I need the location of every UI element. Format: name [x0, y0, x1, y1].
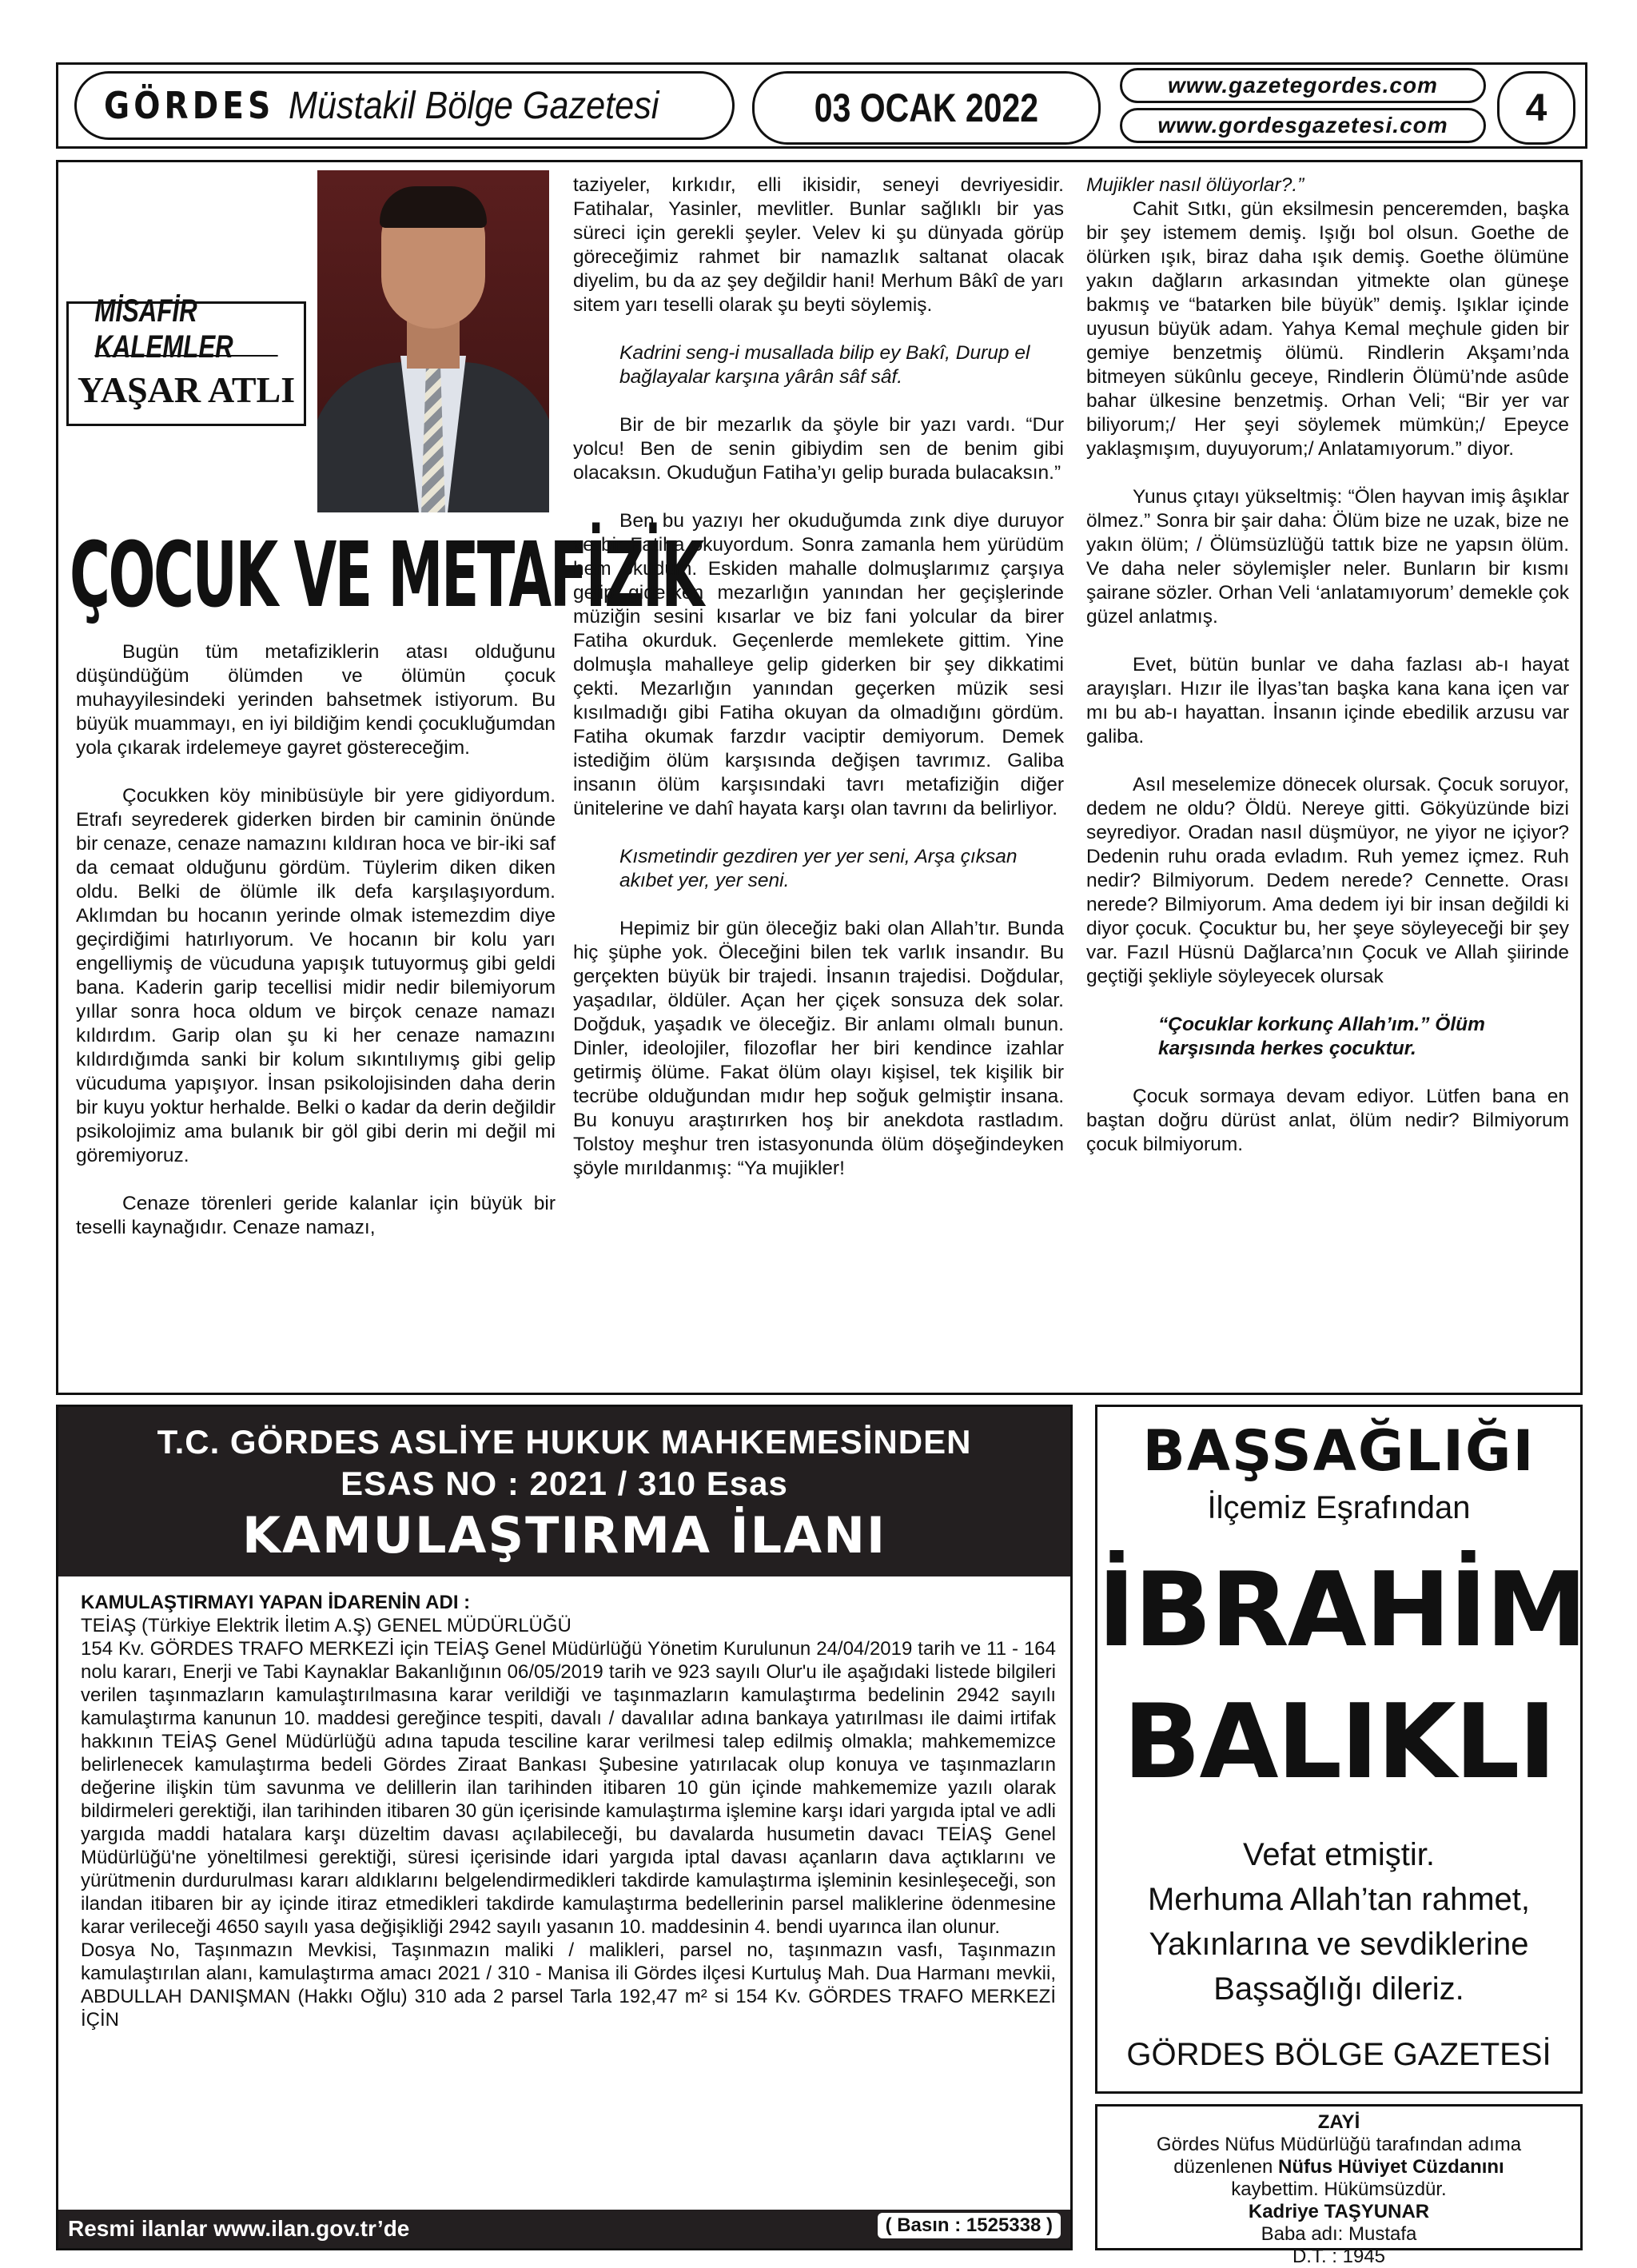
paragraph: Yunus çıtayı yükseltmiş: “Ölen hayvan imiş âşıklar ölmez.” Sonra bir şair daha: Ölüm bize ne uzak, bize ne yakın ölüm; / Ölümsüzlüğü tattık bize ne yapsın ölüm. Ve daha neler söylemişler neler. Bunların bir kısmı şairane sözler. Orhan Veli ‘anlatamıyorum’ demekle çok güzel anlatmış. — [1086, 486, 1569, 628]
admin-label: KAMULAŞTIRMAYI YAPAN İDARENİN ADI : — [81, 1592, 471, 1613]
message-line: Yakınlarına ve sevdiklerine — [1149, 1927, 1529, 1962]
paragraph: Çocuk sormaya devam ediyor. Lütfen bana en baştan doğru dürüst anlat, ölüm nedir? Bilmiyorum çocuk bilmiyorum. — [1086, 1086, 1569, 1155]
official-ads-link[interactable]: Resmi ilanlar www.ilan.gov.tr’de — [68, 2216, 410, 2241]
paragraph: Ben bu yazıyı her okuduğumda zınk diye duruyor ve bir Fatiha okuyordum. Sonra zamanla hem yürüdüm hem okudum. Eskiden mahalle dolmuşlarımız çarşıya gelip giderken mezarlığın yanından her geçişlerinde müziğin sesini kısarlar ve biz fani yolcular da birer Fatiha okurduk. Geçenlerde memlekete gittim. Yine dolmuşla mahalleye gelip giderken bir şey dikkatimi çekti. Mezarlığın yanından geçerken müzik sesi kısılmadığı gibi Fatiha okuyan da olmadığını gördüm. Fatiha okumak farzdır vaciptir demiyorum. Demek istediğim ölüm karşısında değişen tavrımız. Galiba insanın ölüm karşısındaki tavrı metafiziğin diğer ünitelerine ve dahî hayata karşı olan tavrını da belirliyor. — [573, 510, 1064, 819]
condolence-title: BAŞSAĞLIĞI — [1142, 1418, 1535, 1484]
paragraph: Hepimiz bir gün öleceğiz baki olan Allah’tır. Bunda hiç şüphe yok. Öleceğini bilen tek varlık insandır. Bu gerçekten büyük bir trajedi. İnsanın trajedisi. Doğdular, yaşadılar, öldüler. Açan her çiçek sonsuza dek solar. Doğduk, yaşadık ve öleceğiz. Bir anlamı olmalı bunun. Dinler, ideolojiler, filozoflar her biri kendince izahlar getirmiş ölüme. Fakat ölüm olayı kişisel, tek kişilik bir tecrübe olduğundan mıdır hep soğuk gelmiştir insana. Bu konuyu araştırırken hoş bir anekdota rastladım. Tolstoy meşhur tren istasyonunda ölüm döşeğindeyken şöyle mırıldanmış: “Ya mujikler! — [573, 918, 1064, 1179]
condolence-message — [1097, 1832, 1580, 2011]
lost-notice-line: Gördes Nüfus Müdürlüğü tarafından adıma — [1156, 2134, 1522, 2155]
paragraph: Bir de bir mezarlık da şöyle bir yazı vardı. “Dur yolcu! Ben de senin gibiydim sen de benim gibi olacaksın. Okuduğun Fatiha’yı gelip burada bulacaksın.” — [573, 414, 1064, 484]
condolence-notice — [1095, 1405, 1586, 2094]
article-column-1 — [76, 640, 556, 1264]
poem-quote: Kadrini seng-i musallada bilip ey Bakî, Durup el bağlayalar karşına yârân sâf sâf. — [619, 342, 1030, 388]
column-label-box — [66, 293, 306, 426]
court-notice-header — [58, 1407, 1070, 1576]
lost-document-notice — [1095, 2104, 1583, 2267]
condolence-subtitle: İlçemiz Eşrafından — [1207, 1490, 1471, 1525]
poem-quote: Kısmetindir gezdiren yer yer seni, Arşa çıksan akıbet yer, yer seni. — [619, 846, 1018, 891]
notice-title: KAMULAŞTIRMA İLANI — [241, 1506, 887, 1564]
paragraph: Cahit Sıtkı, gün eksilmesin penceremden, başka bir şey istemem demiş. Işığı bol olsun. Goethe de ölürken ışık, biraz daha ışık demiş. Goethe ölümüne yakın dağların arkasından yitmekte olan güneşe bakmış ve “batarken bile büyük” demiş. Işıklar içinde uyusun büyük adam. Yahya Kemal meçhule giden bir gemiye benzetmiş ölümü. Rindlerin Akşamı’nda bitmeyen sükûnlu geceye, Rindlerin Ölümü’nde asûde bahar ülkesine benzetmiş. Orhan Veli; “Bir yer var biliyorum;/ Her şeyi söylemek mümkün;/ Epeyce yaklaşmışım, duyuyorum;/ Anlatamıyorum.” diyor. — [1086, 198, 1569, 460]
article-column-3 — [1086, 173, 1569, 1181]
paragraph: Mujikler nasıl ölüyorlar?.” — [1086, 174, 1304, 196]
page-number: 4 — [1497, 71, 1575, 145]
article-title: ÇOCUK VE METAFİZİK — [70, 524, 703, 628]
paragraph: Cenaze törenleri geride kalanlar için büyük bir teselli kaynağıdır. Cenaze namazı, — [76, 1193, 556, 1238]
lost-notice-birth: D.T. : 1945 — [1292, 2246, 1386, 2267]
website-link-2[interactable]: www.gordesgazetesi.com — [1120, 108, 1486, 143]
court-notice-body — [81, 1591, 1056, 2031]
website-link-1[interactable]: www.gazetegordes.com — [1120, 68, 1486, 103]
case-number: ESAS NO : 2021 / 310 Esas — [341, 1465, 788, 1502]
brand-subtitle: Müstakil Bölge Gazetesi — [289, 84, 659, 127]
poem-quote: “Çocuklar korkunç Allah’ım.” Ölüm karşısında herkes çocuktur. — [1158, 1014, 1485, 1059]
paragraph: Asıl meselemize dönecek olursak. Çocuk soruyor, dedem ne oldu? Öldü. Nereye gitti. Gökyüzünde bizi seyrediyor. Oradan nasıl düşmüyor, ne yiyor ne içiyor? Dedenin ruhu orada evladım. Ruh yemez içmez. Ruh nedir? Bilmiyorum. Dedem nerede? Cennette. Orası nerede? Bilmiyorum. Ama dedem iyi bir insan değildi ki diyor çocuk. Çocuktur bu, her şeye söyleyeceği bir şey var. Fazıl Hüsnü Dağlarca’nın Çocuk ve Allah şiirinde geçtiği şekliyle söyleyecek olursak — [1086, 774, 1569, 987]
condolence-signature: GÖRDES BÖLGE GAZETESİ — [1126, 2037, 1551, 2072]
notice-text: 154 Kv. GÖRDES TRAFO MERKEZİ için TEİAŞ Genel Müdürlüğü Yönetim Kurulunun 24/04/2019 tarih ve 11 - 164 nolu kararı, Enerji ve Tabi Kaynaklar Bakanlığının 06/05/2019 tarih ve 923 sayılı Olur'u ile aşağıdaki listede bilgileri verilen taşınmazların kamulaştırılmasına karar verildiği ve taşınmazların kamulaştırma bedelinin 2942 sayılı kamulaştırma kanunun 10. maddesi gereğince tespiti, davalı / davalılar adına bankaya yatırılması ile daimi irtifak hakkının TEİAŞ Genel Müdürlüğü adına tapuda tesciline karar verilmesi talep edilmiş olmakla; mahkememizce belirlenecek kamulaştırma bedeli Gördes Ziraat Bankası Şubesine yatırılacak olup konuya ve taşınmazların değerine ilişkin tüm savunma ve delillerin ilan tarihinden itibaren 10 gün içinde mahkememize yazılı olarak bildirmeleri gerektiği, ilan tarihinden itibaren 30 gün içerisinde kamulaştırma işlemine karşı idari yargıda iptal ve adli yargıda maddi hatalara karşı düzeltim davası açılabileceği, bu davalarda husumetin davacı TEİAŞ Genel Müdürlüğü'ne yöneltilmesi gerektiği, süresi içerisinde idari yargıda iptal davası açanların dava açtıklarını ve yürütmenin durdurulması kararı aldıklarını belgelendirmedikleri takdirde kamulaştırma işleminin kesinleşeceği, son ilandan itibaren bir ay içinde itiraz etmedikleri takdirde kamulaştırma bedellerinin parsel maliklerine ödenmesine karar verileceği 4650 sayılı yasa değişikliği 2942 sayılı yasanın 10. maddesinin 4. bendi uyarınca ilan olunur. — [81, 1638, 1056, 1938]
lost-notice-title: ZAYİ — [1317, 2111, 1360, 2133]
deceased-last-name: BALIKLI — [1122, 1683, 1555, 1802]
message-line: Vefat etmiştir. — [1242, 1837, 1436, 1872]
court-notice-footer — [58, 2210, 1070, 2248]
author-name: YAŞAR ATLI — [77, 369, 296, 410]
lost-notice-line: düzenlenen Nüfus Hüviyet Cüzdanını — [1173, 2156, 1504, 2178]
article-column-2 — [573, 173, 1064, 1205]
brand-name: GÖRDES — [104, 84, 275, 127]
paragraph: Bugün tüm metafiziklerin atası olduğunu düşündüğüm ölümden ve ölümün çocuk muhayyilesindeki yerinden bahsetmek istiyorum. Bu büyük muammayı, en iyi bildiğim kendi çocukluğumdan yola çıkarak irdelemeye gayret göstereceğim. — [76, 641, 556, 759]
paragraph: taziyeler, kırkıdır, elli ikisidir, seneyi devriyesidir. Fatihalar, Yasinler, mevlitler. Bunlar sağlıklı bir yas süreci için gerekli şeyler. Velev ki şu dünyada görüp göreceğimiz rahmet bir namazlık saltanat olacak diyelim, bu da az şey değildir hani! Merhum Bâkî de yarı sitem yarı teselli olarak şu beyti söylemiş. — [573, 174, 1064, 316]
masthead — [74, 71, 735, 140]
paragraph: Çocukken köy minibüsüyle bir yere gidiyordum. Etrafı seyrederek giderken birden bir caminin önünde bir cenaze, cenaze namazını kıldıran hoca ve bir-iki saf da cemaat olduğunu gördüm. Tüylerim diken diken oldu. Belki de ölümle ilk defa karşılaşıyordum. Aklımdan bu hocanın yerinde olmak istemezdim diye geçirdiğimi hatırlıyorum. Ve hocanın bir kolu yarı engelliymiş de vücuduna yapışık tutuyormuş gibi geldi bana. Kaderin garip tecellisi midir nedir bilemiyorum yıllar sonra hoca oldum ve birçok cenaze namazı kıldırdım. Garip olan şu ki her cenaze namazını kıldırdığımda sanki bir kolum sıkıntılıymış gibi gelip vücuduma yapışıyor. İnsan psikolojisinden daha derin bir kuyu yoktur herhalde. Belki o kadar da derin değildir psikolojimiz ama bulanık bir göl gibi derin mi değil mi göremiyoruz. — [76, 785, 556, 1166]
press-number: ( Basın : 1525338 ) — [878, 2213, 1061, 2238]
lost-notice-owner: Kadriye TAŞYUNAR — [1248, 2201, 1430, 2222]
admin-name: TEİAŞ (Türkiye Elektrik İletim A.Ş) GENEL MÜDÜRLÜĞÜ — [81, 1615, 572, 1636]
lost-notice-line: kaybettim. Hükümsüzdür. — [1231, 2178, 1447, 2200]
column-label: MİSAFİR KALEMLER — [94, 304, 277, 357]
deceased-first-name: İBRAHİM — [1097, 1551, 1586, 1670]
issue-date — [752, 71, 1101, 145]
parcel-details: Dosya No, Taşınmazın Mevkisi, Taşınmazın maliki / malikleri, parsel no, taşınmazın vasfı, Taşınmazın kamulaştırılan alanı, kamulaştırma amacı 2021 / 310 - Manisa ili Gördes ilçesi Kurtuluş Mah. Dua Harmanı mevkii, ABDULLAH DANIŞMAN (Hakkı Oğlu) 310 ada 2 parsel Tarla 192,47 m² si 154 Kv. GÖRDES TRAFO MERKEZİ İÇİN — [81, 1939, 1056, 2031]
author-photo — [317, 170, 549, 512]
article-box — [56, 160, 1583, 1395]
paragraph: Evet, bütün bunlar ve daha fazlası ab-ı hayat arayışları. Hızır ile İlyas’tan başka kana kana içen var mı bu ab-ı hayattan. İnsanın içinde ebedilik arzusu var galiba. — [1086, 654, 1569, 747]
issue-date-text: 03 OCAK 2022 — [814, 86, 1039, 130]
court-notice — [56, 1405, 1073, 2250]
message-line: Merhuma Allah’tan rahmet, — [1147, 1882, 1530, 1917]
message-line: Başsağlığı dileriz. — [1213, 1971, 1464, 2007]
lost-notice-father: Baba adı: Mustafa — [1261, 2223, 1417, 2245]
page-header — [56, 62, 1587, 149]
court-heading: T.C. GÖRDES ASLİYE HUKUK MAHKEMESİNDEN — [157, 1423, 972, 1461]
